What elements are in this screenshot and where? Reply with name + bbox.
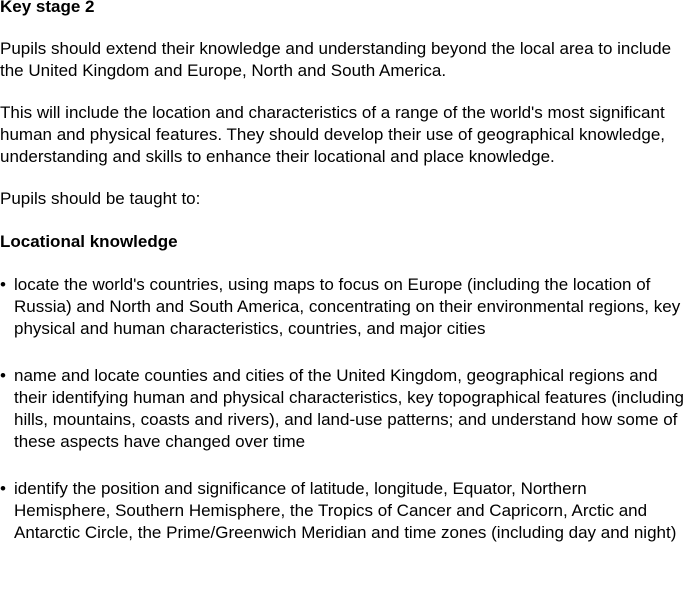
spacer <box>0 168 685 188</box>
intro-paragraph-2: This will include the location and characteristics of a range of the world's most significant human and physical features. They should develop their use of geographical knowledge, understanding and skills to enhance their locational and place knowledge. <box>0 103 666 166</box>
list-item-text: identify the position and significance of latitude, longitude, Equator, Northern Hemisphere, Southern Hemisphere, the Tropics of Cancer and Capricorn, Arctic and Antarctic Circle, the Prime/Greenwich Meridian and time zones (including day and night) <box>14 479 677 542</box>
list-item <box>0 365 685 453</box>
list-item-text: locate the world's countries, using maps to focus on Europe (including the location of Russia) and North and South America, concentrating on their environmental regions, key physical and human characteristics, countries, and major cities <box>14 275 681 338</box>
section-heading: Locational knowledge <box>0 232 178 251</box>
list-item <box>0 274 685 340</box>
bullet-icon: • <box>0 275 6 294</box>
bullet-icon: • <box>0 479 6 498</box>
spacer <box>0 253 685 274</box>
intro-paragraph-1: Pupils should extend their knowledge and understanding beyond the local area to include the United Kingdom and Europe, North and South America. <box>0 39 672 80</box>
taught-intro: Pupils should be taught to: <box>0 189 201 208</box>
list-item <box>0 478 685 544</box>
spacer <box>0 18 685 38</box>
page-title: Key stage 2 <box>0 0 95 16</box>
spacer <box>0 82 685 102</box>
list-item-text: name and locate counties and cities of the United Kingdom, geographical regions and their identifying human and physical characteristics, key topographical features (including hills, mountains, coasts and rivers), and land-use patterns; and understand how some of these aspects have changed over time <box>14 366 684 451</box>
spacer <box>0 210 685 231</box>
bullet-list <box>0 274 685 544</box>
spacer <box>0 340 685 365</box>
spacer <box>0 453 685 478</box>
bullet-icon: • <box>0 366 6 385</box>
